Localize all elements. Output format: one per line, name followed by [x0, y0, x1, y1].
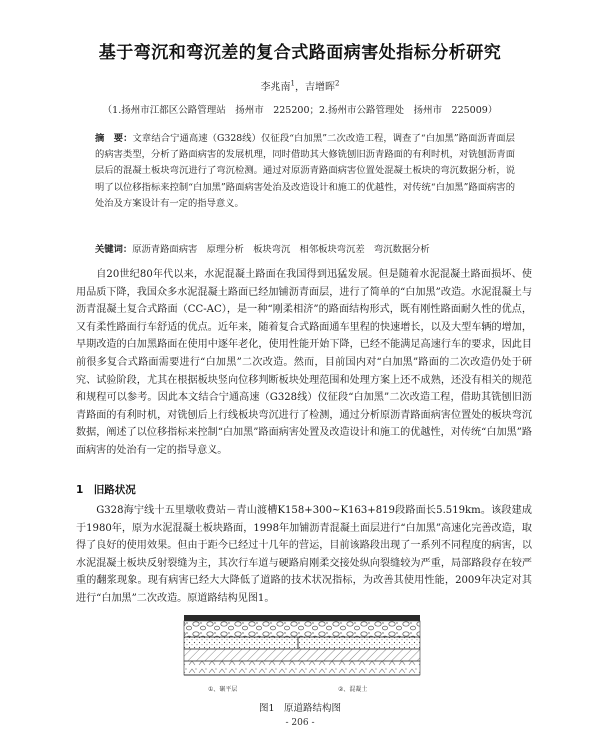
- section-1-paragraph: G328海宁线十五里墩收费站－青山渡槽K158+300~K163+819段路面长5.519km。该段建成于1980年，原为水泥混凝土板块路面，1998年加铺沥青混凝土面层进行“白加黑”高速化完善改造，取得了良好的使用效果。但由于距今已经过十几年的营运，目前该路段出现了一系列不同程度的病害，以水泥混凝土板块反射裂缝为主，其次行车道与硬路肩刚柔交接处纵向裂缝较为严重，局部路段存在较严重的翻浆现象。现有病害已经大大降低了道路的技术状况指标，为改善其使用性能，2009年决定对其进行“白加黑”二次改造。原道路结构见图1。: [76, 505, 532, 604]
- intro-paragraph: 自20世纪80年代以来，水泥混凝土路面在我国得到迅猛发展。但是随着水泥混凝土路面损坏、使用品质下降，我国众多水泥混凝土路面已经加铺沥青面层，进行了简单的“白加黑”改造。水泥混凝土与沥青混凝土复合式路面（CC-AC），是一种“刚柔相济”的路面结构形式，既有刚性路面耐久性的优点，又有柔性路面行车舒适的优点。近年来，随着复合式路面通车里程的快速增长，以及大型车辆的增加，早期改造的白加黑路面在使用中逐年老化，使用性能开始下降，已经不能满足高速行车的要求，因此目前很多复合式路面需要进行“白加黑”二次改造。然而，目前国内对“白加黑”路面的二次改造仍处于研究、试验阶段，尤其在根据板块竖向位移判断板块处理范围和处理方案上还不成熟，还没有相关的规范和规程可以参考。因此本文结合宁通高速（G328线）仪征段“白加黑”二次改造工程，借助其铣刨旧沥青路面的有利时机，对铣刨后上行线板块弯沉进行了检测，通过分析原沥青路面病害位置处的板块弯沉数据，阐述了以位移指标来控制“白加黑”路面病害处置及改造设计和施工的优越性，对传统“白加黑”路面病害的处治有一定的指导意义。: [76, 269, 532, 456]
- legend-left: ①、碾平层: [208, 686, 238, 693]
- keywords-text: 原沥青路面病害 原理分析 板块弯沉 相邻板块弯沉差 弯沉数据分析: [132, 244, 430, 255]
- figure-1-caption: 图1 原道路结构图: [258, 703, 342, 714]
- abstract-label: 摘 要：: [95, 133, 133, 144]
- figure-1: [178, 611, 428, 699]
- author-line: [0, 78, 600, 93]
- section-1-heading: 1 旧路状况: [76, 484, 136, 496]
- concrete-slab-layer: [184, 637, 420, 649]
- author-1: 李兆南: [260, 82, 291, 93]
- road-structure-diagram: [178, 611, 428, 699]
- author-separator: ，: [295, 82, 305, 93]
- author-2-affiliation-mark: 2: [335, 79, 340, 88]
- author-1-affiliation-mark: 1: [290, 79, 295, 88]
- keywords: [95, 242, 515, 258]
- author-2: 吉增晖: [305, 82, 335, 93]
- page-number: - 206 -: [285, 718, 315, 728]
- subgrade-layer: [184, 661, 420, 675]
- abstract: [95, 131, 515, 212]
- keywords-label: 关键词：: [95, 244, 133, 255]
- abstract-text: 文章结合宁通高速（G328线）仅征段“白加黑”二次改造工程，调查了“白加黑”路面沥青面层的病害类型，分析了路面病害的发展机理，同时借助其大修铣刨旧沥青路面的有利时机，对铣刨沥青面层后的混凝土板块弯沉进行了弯沉检测。通过对原沥青路面病害位置处混凝土板块的弯沉数据分析，说明了以位移指标来控制“白加黑”路面病害处治及改造设计和施工的优越性，对传统“白加黑”路面病害的处治及方案设计有一定的指导意义。: [95, 133, 515, 209]
- affiliation: （1.扬州市江都区公路管理站 扬州市 225200；2.扬州市公路管理处 扬州市 225009）: [102, 105, 498, 116]
- legend-right: ②、混凝土: [338, 686, 368, 693]
- asphalt-surface-layer: [184, 615, 420, 621]
- paper-title: 基于弯沉和弯沉差的复合式路面病害处指标分析研究: [98, 43, 502, 63]
- base-layer: [184, 649, 420, 661]
- gravel-layer: [184, 621, 420, 637]
